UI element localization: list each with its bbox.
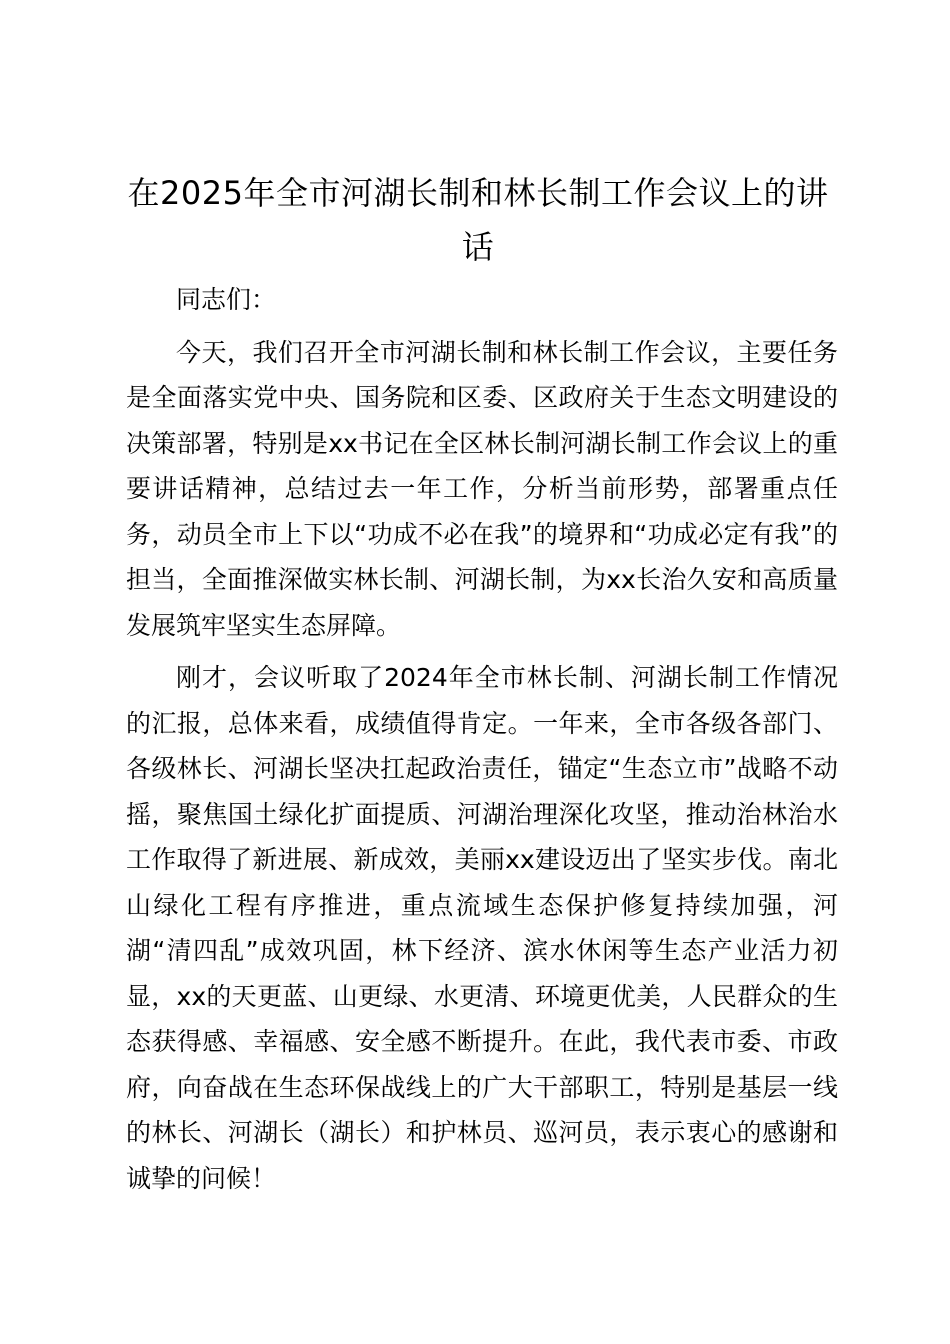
paragraph-2: 刚才，会议听取了2024年全市林长制、河湖长制工作情况的汇报，总体来看，成绩值得肯定。一年来，全市各级各部门、各级林长、河湖长坚决扛起政治责任，锚定“生态立市”战略不动摇，聚焦国土绿化扩面提质、河湖治理深化攻坚，推动治林治水工作取得了新进展、新成效，美丽xx建设迈出了坚实步伐。南北山绿化工程有序推进，重点流域生态保护修复持续加强，河湖“清四乱”成效巩固，林下经济、滨水休闲等生态产业活力初显，xx的天更蓝、山更绿、水更清、环境更优美，人民群众的生态获得感、幸福感、安全感不断提升。在此，我代表市委、市政府，向奋战在生态环保战线上的广大干部职工，特别是基层一线的林长、河湖长（湖长）和护林员、巡河员，表示衷心的感谢和诚挚的问候！ (126, 663, 838, 1193)
paragraph-1: 今天，我们召开全市河湖长制和林长制工作会议，主要任务是全面落实党中央、国务院和区委、区政府关于生态文明建设的决策部署，特别是xx书记在全区林长制河湖长制工作会议上的重要讲话精神，总结过去一年工作，分析当前形势，部署重点任务，动员全市上下以“功成不必在我”的境界和“功成必定有我”的担当，全面推深做实林长制、河湖长制，为xx长治久安和高质量发展筑牢坚实生态屏障。 (126, 337, 838, 640)
document-title: 在2025年全市河湖长制和林长制工作会议上的讲话 (127, 174, 829, 266)
greeting-line: 同志们： (176, 285, 277, 314)
document-body (126, 277, 838, 1201)
